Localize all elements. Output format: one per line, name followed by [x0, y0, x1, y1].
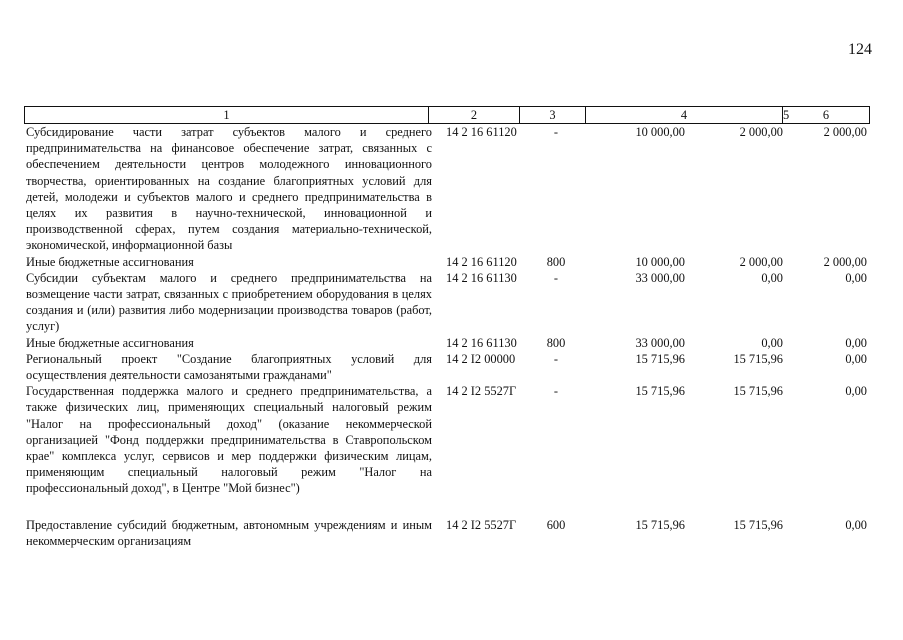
table-header-row: 1 2 3 4 5 6 — [25, 107, 870, 124]
row-code: 14 2 I2 5527Г — [446, 384, 517, 399]
table-row — [24, 517, 869, 549]
row-name: Предоставление субсидий бюджетным, автономным учреждениям и иным некоммерческим организациям — [26, 517, 432, 548]
row-value-2: 2 000,00 — [739, 254, 783, 269]
row-value-3: 2 000,00 — [823, 125, 867, 139]
row-type: - — [553, 270, 559, 285]
table-row — [24, 124, 869, 254]
row-value-1: 15 715,96 — [635, 384, 685, 399]
page-number: 124 — [848, 41, 872, 58]
row-value-2: 0,00 — [761, 335, 783, 350]
row-name: Государственная поддержка малого и среднего предпринимательства, а также физических лиц, применяющих специальный налоговый режим "Налог на профессиональный доход" (оказание некоммерческой организацией "Фонд поддержки предпринимательства в Ставропольском крае" комплекса услуг, сервисов и мер поддержки физическим лицам, применяющим специальный налоговый режим "Налог на профессиональный доход", в Центре "Мой бизнес") — [26, 384, 432, 496]
row-code: 14 2 16 61130 — [446, 335, 517, 350]
row-value-3: 2 000,00 — [823, 254, 867, 269]
column-header-3: 3 — [520, 107, 586, 124]
row-value-1: 33 000,00 — [635, 270, 685, 285]
table-row — [24, 383, 869, 496]
row-value-2: 15 715,96 — [733, 384, 783, 399]
row-value-3: 0,00 — [845, 384, 867, 399]
row-type: 600 — [546, 517, 566, 532]
row-value-2: 15 715,96 — [733, 351, 783, 366]
row-value-2: 0,00 — [761, 270, 783, 285]
row-code: 14 2 16 61120 — [446, 254, 517, 269]
row-name: Субсидирование части затрат субъектов малого и среднего предпринимательства на финансовое обеспечение затрат, связанных с обеспечением деятельности центров молодежного инновационного творчества, ориентированных на создание благоприятных условий для детей, молодежи и субъектов малого и среднего предпринимательства в целях их развития в научно-технической, инновационной и производственной сферах, путем создания материально-технической, экономической, информационной базы — [26, 125, 432, 253]
table-row — [24, 254, 869, 270]
row-value-3: 0,00 — [845, 517, 867, 532]
row-value-3: 0,00 — [845, 351, 867, 366]
row-type: - — [553, 125, 559, 139]
column-header-2: 2 — [429, 107, 520, 124]
row-value-1: 15 715,96 — [635, 351, 685, 366]
row-type: 800 — [546, 335, 566, 350]
column-header-4: 4 — [586, 107, 783, 124]
column-header-6: 6 — [783, 107, 870, 124]
row-value-1: 10 000,00 — [635, 125, 685, 139]
row-name: Иные бюджетные ассигнования — [26, 254, 194, 269]
row-code: 14 2 I2 5527Г — [446, 517, 517, 532]
table-row — [24, 351, 869, 383]
row-code: 14 2 I2 00000 — [446, 351, 516, 366]
row-code: 14 2 16 61130 — [446, 270, 517, 285]
row-value-3: 0,00 — [845, 270, 867, 285]
row-name: Иные бюджетные ассигнования — [26, 335, 194, 350]
row-value-1: 10 000,00 — [635, 254, 685, 269]
row-type: 800 — [546, 254, 566, 269]
budget-table-body — [24, 124, 869, 549]
row-name: Субсидии субъектам малого и среднего предпринимательства на возмещение части затрат, связанных с приобретением оборудования в целях создания и (или) развития либо модернизации производства товаров (работ, услуг) — [26, 270, 432, 334]
row-code: 14 2 16 61120 — [446, 125, 517, 139]
row-value-2: 15 715,96 — [733, 517, 783, 532]
row-spacer — [24, 497, 869, 517]
row-value-1: 15 715,96 — [635, 517, 685, 532]
row-name: Региональный проект "Создание благоприятных условий для осуществления деятельности самозанятыми гражданами" — [26, 351, 432, 383]
budget-table — [24, 106, 870, 124]
table-row — [24, 270, 869, 335]
table-row — [24, 335, 869, 351]
row-value-1: 33 000,00 — [635, 335, 685, 350]
row-value-3: 0,00 — [845, 335, 867, 350]
row-type: - — [553, 384, 559, 399]
row-type: - — [553, 351, 559, 366]
column-header-1: 1 — [25, 107, 429, 124]
row-value-2: 2 000,00 — [739, 125, 783, 139]
